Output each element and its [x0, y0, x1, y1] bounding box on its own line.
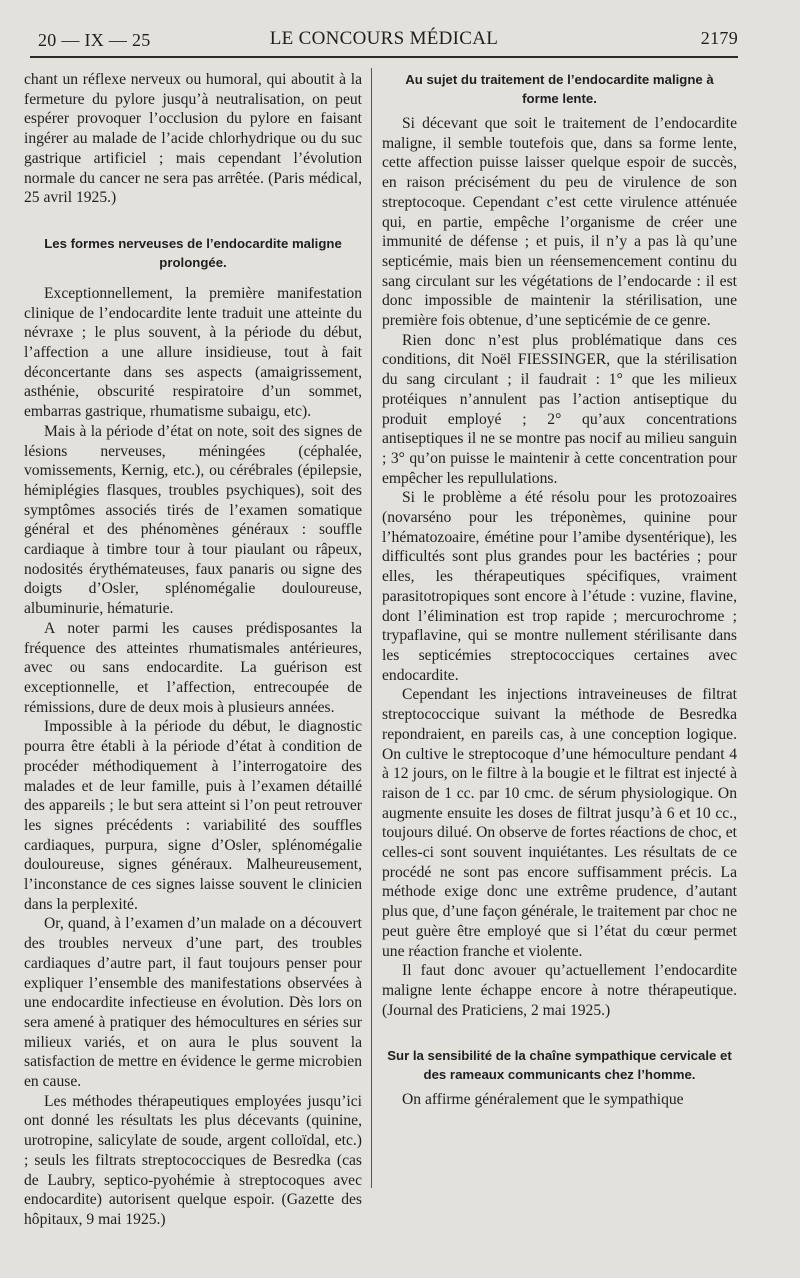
paragraph: Cependant les injections intraveineuses de filtrat streptococcique suivant la méthode de Besredka repondraient, en pareils cas, à une conception logique. On cultive le streptocoque d’une hémoculture pendant 4 à 12 jours, on le filtre à la bougie et le filtrat est injecté à raison de 1 cc. par 10 cmc. de sérum physiologique. On augmente ensuite les doses de filtrat jusqu’à 6 et 10 cc., toujours dilué. On observe de fortes réactions de choc, et celles-ci sont souvent inquiétantes. Les résultats de ce procédé ne sont pas encore suffisamment précis. La méthode exige donc une extrême prudence, d’autant plus que, d’une façon générale, le traitement par choc ne peut guère être employé que si l’état du cœur permet une réaction franche et violente.	[382, 686, 737, 960]
header-rule	[30, 56, 738, 58]
section-heading: Au sujet du traitement de l’endocardite maligne à forme lente.	[405, 72, 714, 106]
paragraph: A noter parmi les causes prédisposantes la fréquence des atteintes rhumatismales antérieures, avec ou sans endocardite. La guérison est exceptionnelle, et l’affection, entrecoupée de rémissions, dure de deux mois à plusieurs années.	[24, 619, 362, 716]
paragraph: Il faut donc avouer qu’actuellement l’endocardite maligne lente échappe encore à notre thérapeutique. (Journal des Praticiens, 2 mai 1925.)	[382, 962, 737, 1019]
section-heading: Sur la sensibilité de la chaîne sympathique cervicale et des rameaux communicants chez l’homme.	[387, 1048, 732, 1083]
paragraph: Si décevant que soit le traitement de l’endocardite maligne, il semble toutefois que, dans sa forme lente, cette affection puisse laisser quelque espoir de succès, en raison précisément du peu de virulence de son streptocoque. Cependant c’est cette virulence atténuée qui, en partie, empêche l’organisme de créer une immunité de défense ; et puis, il n’y a pas là qu’une septicémie, mais bien un réensemencement continu du sang circulant sur les végétations de l’endocarde : il est donc impossible de maintenir la stérilisation, une première fois obtenue, d’une septicémie de ce genre.	[382, 115, 737, 330]
paragraph: Impossible à la période du début, le diagnostic pourra être établi à la période d’état à condition de procéder méthodiquement à l’interrogatoire des malades et de leur famille, puis à l’examen détaillé des appareils ; le but sera atteint si l’on peut retrouver les signes précédents : variabilité des souffles cardiaques, purpura, signe d’Osler, splénomégalie douloureuse, signes généraux. Malheureusement, l’inconstance de ces signes laisse souvent le clinicien dans la perplexité.	[24, 718, 362, 913]
paragraph: Si le problème a été résolu pour les protozoaires (novarséno pour les tréponèmes, quinine pour l’hématozoaire, émétine pour l’amibe dysentérique), les difficultés sont plus grandes pour les bactéries ; pour elles, les thérapeutiques spécifiques, vraiment parasitotropiques sont encore à l’étude : vuzine, flavine, dont l’élimination est trop rapide ; mercurochrome ; trypaflavine, qui se montre nullement stérilisante dans les septicémies streptococciques certaines avec endocardite.	[382, 489, 737, 684]
paragraph: Rien donc n’est plus problématique dans ces conditions, dit Noël FIESSINGER, que la stérilisation du sang circulant ; il faudrait : 1° que les milieux protéiques n’annulent pas l’action antiseptique du produit employé ; 2° qu’aux concentrations antiseptiques il ne se montre pas nocif au milieu sanguin ; 3° qu’on puisse le maintenir à cette concentration pour empêcher les repullulations.	[382, 331, 737, 487]
issue-date: 20 — IX — 25	[38, 30, 151, 50]
paragraph: chant un réflexe nerveux ou humoral, qui aboutit à la fermeture du pylore jusqu’à neutralisation, on peut espérer provoquer l’occlusion du pylore en faisant ingérer au malade de l’acide chlorhydrique ou du suc gastrique artificiel ; mais cependant l’évolution normale du cancer ne sera pas arrêtée. (Paris médical, 25 avril 1925.)	[24, 71, 362, 207]
paragraph: Or, quand, à l’examen d’un malade on a découvert des troubles nerveux d’une part, des troubles cardiaques d’autre part, il faut toujours penser pour expliquer l’ensemble des manifestations observées à une endocardite infectieuse en évolution. Dès lors on sera amené à pratiquer des hémocultures en séries sur milieux variés, et on aura le plus souvent la satisfaction de mettre en évidence le germe microbien en cause.	[24, 915, 362, 1091]
running-header	[30, 28, 738, 54]
paragraph: Exceptionnellement, la première manifestation clinique de l’endocardite lente traduit une atteinte du névraxe ; le plus souvent, à la période du début, l’affection a une allure insidieuse, tout à fait déconcertante dans ses aspects (amaigrissement, asthénie, obscurité respiratoire d’un sommet, embarras gastrique, rhumatisme subaigu, etc).	[24, 284, 362, 421]
left-column	[24, 70, 362, 1230]
paragraph: Mais à la période d’état on note, soit des signes de lésions nerveuses, méningées (céphalée, vomissements, Kernig, etc.), ou cérébrales (épilepsie, hémiplégies flasques, troubles psychiques), soit des symptômes associés tirés de l’examen somatique général et des phénomènes généraux : souffle cardiaque à timbre tour à tour piaulant ou râpeux, nodosités érythémateuses, faux panaris ou signe des doigts d’Osler, splénomégalie douloureuse, albuminurie, hématurie.	[24, 422, 362, 618]
section-heading: Les formes nerveuses de l’endocardite maligne prolongée.	[44, 235, 342, 270]
paragraph: Les méthodes thérapeutiques employées jusqu’ici ont donné les résultats les plus décevants (quinine, urotropine, salicylate de soude, argent colloïdal, etc.) ; seuls les filtrats streptococciques de Besredka (cas de Laubry, septico-pyohémie à streptocoques avec endocardite) autorisent quelque espoir. (Gazette des hôpitaux, 9 mai 1925.)	[24, 1092, 362, 1228]
page-number: 2179	[700, 28, 738, 48]
column-divider	[371, 68, 372, 1188]
journal-title: LE CONCOURS MÉDICAL	[269, 28, 499, 49]
right-column	[382, 70, 737, 1110]
paragraph: On affirme généralement que le sympathique	[402, 1091, 684, 1109]
